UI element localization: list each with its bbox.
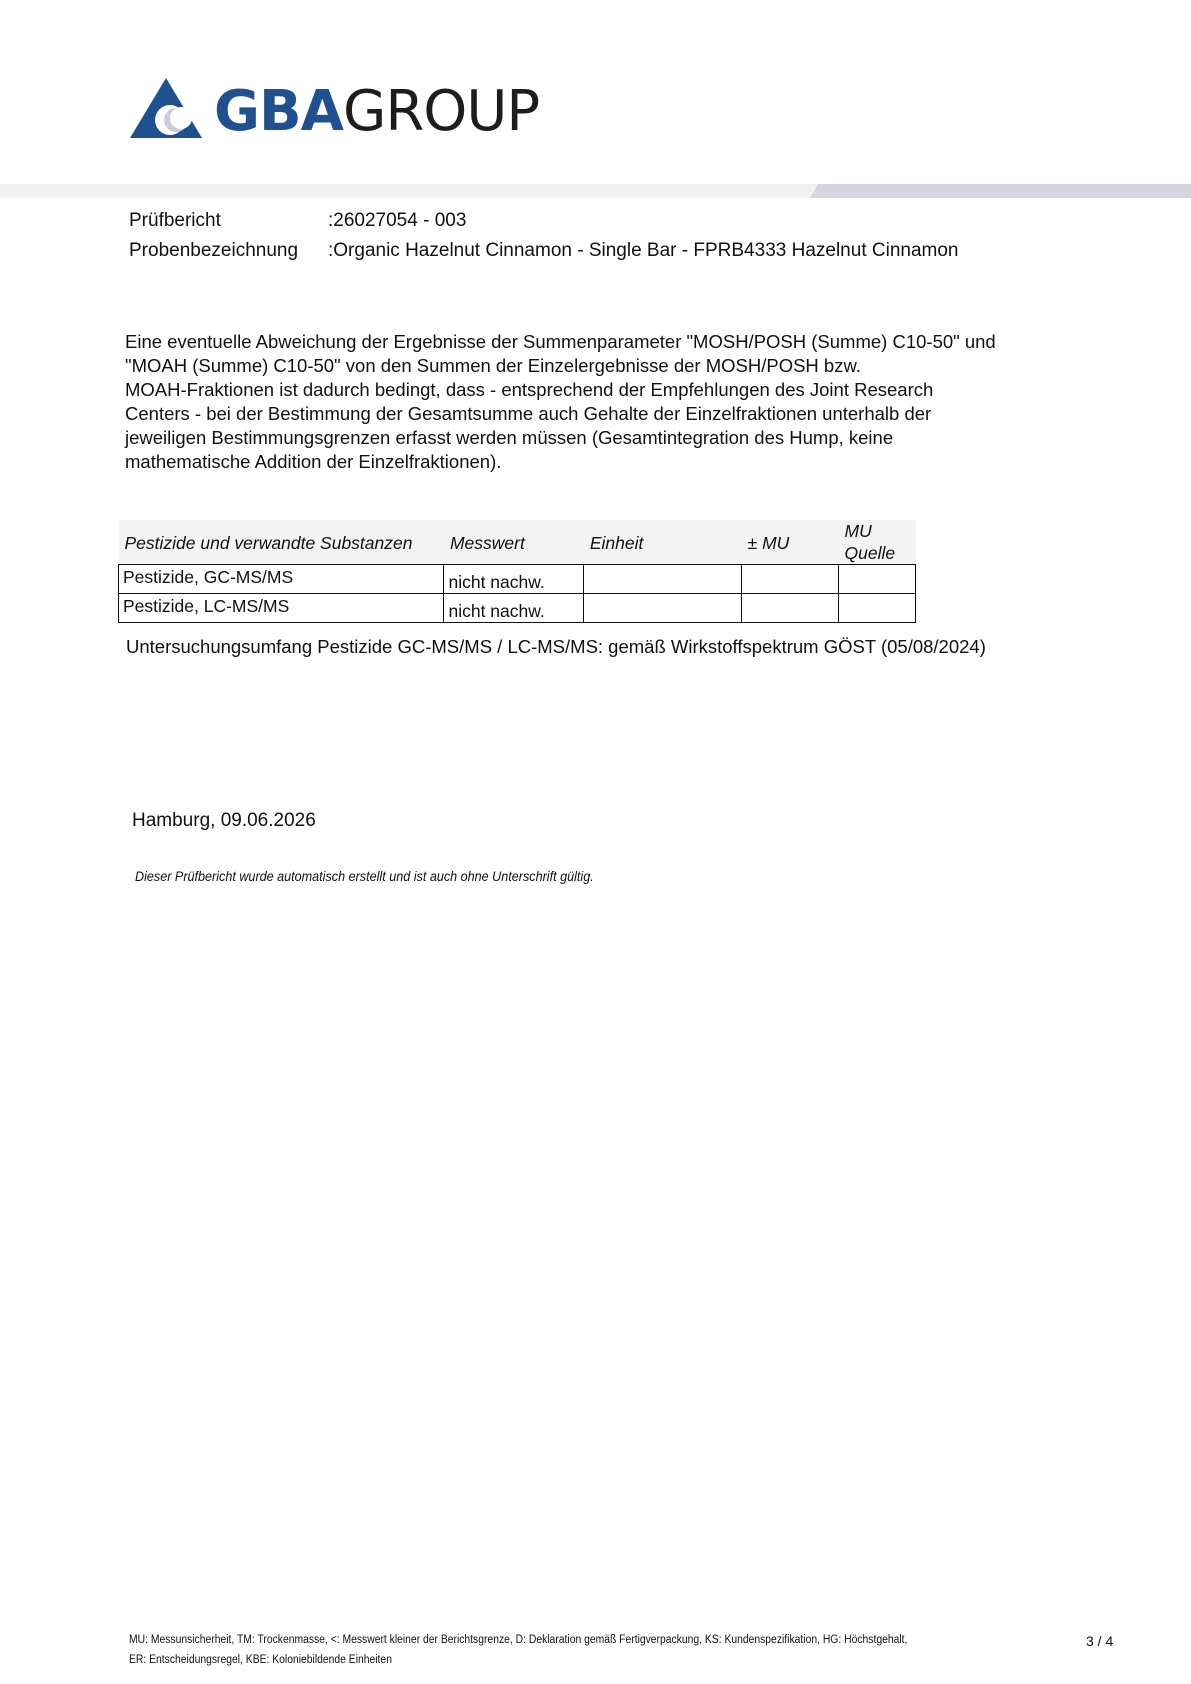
sample-name-value: :Organic Hazelnut Cinnamon - Single Bar - FPRB4333 Hazelnut Cinnamon bbox=[328, 240, 959, 261]
place-and-date: Hamburg, 09.06.2026 bbox=[132, 810, 316, 831]
header-substance: Pestizide und verwandte Substanzen bbox=[119, 520, 444, 565]
automatic-report-note: Dieser Prüfbericht wurde automatisch erstellt und ist auch ohne Unterschrift gültig. bbox=[135, 868, 594, 884]
table-header-row bbox=[119, 520, 916, 565]
row-unit bbox=[584, 594, 742, 623]
report-number-value: :26027054 - 003 bbox=[328, 210, 467, 231]
note-line: jeweiligen Bestimmungsgrenzen erfasst werden müssen (Gesamtintegration des Hump, keine bbox=[125, 427, 894, 448]
table-row bbox=[119, 565, 916, 594]
row-mu bbox=[742, 594, 839, 623]
mosh-moah-note bbox=[125, 330, 1055, 474]
footer-abbreviations-line2: ER: Entscheidungsregel, KBE: Koloniebildende Einheiten bbox=[129, 1654, 392, 1666]
gba-triangle-logo-icon bbox=[130, 78, 204, 140]
note-line: Eine eventuelle Abweichung der Ergebnisse der Summenparameter "MOSH/POSH (Summe) C10-50" und bbox=[125, 331, 996, 352]
report-number-label: Prüfbericht bbox=[129, 210, 221, 231]
logo-text-gba: GBA bbox=[214, 79, 343, 144]
row-value: nicht nachw. bbox=[444, 594, 584, 623]
row-unit bbox=[584, 565, 742, 594]
row-mu bbox=[742, 565, 839, 594]
note-line: Centers - bei der Bestimmung der Gesamtsumme auch Gehalte der Einzelfraktionen unterhalb der bbox=[125, 403, 932, 424]
header-mu-label: MU bbox=[844, 521, 872, 541]
row-source bbox=[839, 565, 916, 594]
sample-name-label: Probenbezeichnung bbox=[129, 240, 299, 261]
logo-wordmark bbox=[214, 79, 540, 144]
row-source bbox=[839, 594, 916, 623]
logo-text-group: GROUP bbox=[343, 79, 540, 144]
note-line: MOAH-Fraktionen ist dadurch bedingt, dass - entsprechend der Empfehlungen des Joint Research bbox=[125, 379, 934, 400]
header-unit: Einheit bbox=[584, 520, 742, 565]
row-value: nicht nachw. bbox=[444, 565, 584, 594]
header-band bbox=[0, 184, 1191, 198]
table-row bbox=[119, 594, 916, 623]
analysis-scope-text: Untersuchungsumfang Pestizide GC-MS/MS / LC-MS/MS: gemäß Wirkstoffspektrum GÖST (05/08/2024) bbox=[126, 636, 986, 657]
page-number: 3 / 4 bbox=[1086, 1633, 1114, 1649]
footer-abbreviations-line1: MU: Messunsicherheit, TM: Trockenmasse, <: Messwert kleiner der Berichtsgrenze, D: Deklaration gemäß Fertigverpackung, KS: Kundenspezifikation, HG: Höchstgehalt, bbox=[129, 1634, 908, 1646]
company-logo bbox=[130, 76, 560, 146]
pesticide-results-table bbox=[118, 520, 916, 623]
note-line: mathematische Addition der Einzelfraktionen). bbox=[125, 451, 502, 472]
header-mu: ± MU bbox=[742, 520, 839, 565]
row-substance: Pestizide, GC-MS/MS bbox=[119, 565, 444, 594]
header-source-label: Quelle bbox=[844, 543, 896, 563]
header-mu-source bbox=[839, 520, 916, 565]
header-value: Messwert bbox=[444, 520, 584, 565]
note-line: "MOAH (Summe) C10-50" von den Summen der Einzelergebnisse der MOSH/POSH bzw. bbox=[125, 355, 861, 376]
row-substance: Pestizide, LC-MS/MS bbox=[119, 594, 444, 623]
